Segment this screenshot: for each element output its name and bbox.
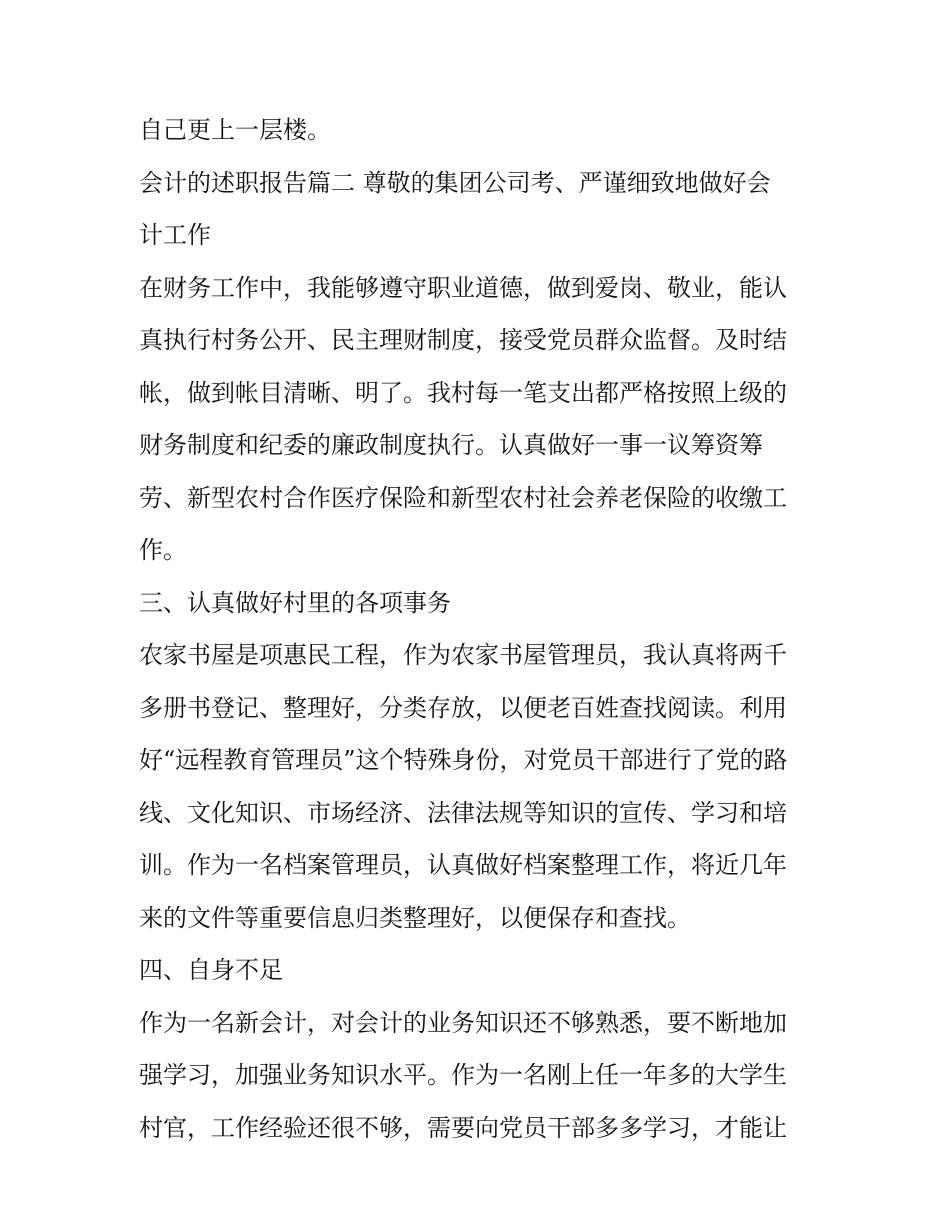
text-line: 帐，做到帐目清晰、明了。我村每一笔支出都严格按照上级的	[139, 378, 787, 407]
text-line: 自己更上一层楼。	[139, 116, 331, 144]
text-line: 劳、新型农村合作医疗保险和新型农村社会养老保险的收缴工	[139, 483, 787, 512]
section-heading-line: 四、自身不足	[139, 956, 283, 984]
text-line: 多册书登记、整理好，分类存放，以便老百姓查找阅读。利用	[139, 693, 787, 722]
text-line: 作。	[139, 536, 187, 564]
text-line: 财务制度和纪委的廉政制度执行。认真做好一事一议筹资筹	[139, 431, 763, 459]
text-line: 好“远程教育管理员”这个特殊身份，对党员干部进行了党的路	[139, 746, 788, 774]
section-heading-line: 会计的述职报告篇二 尊敬的集团公司考、严谨细致地做好会	[139, 168, 771, 197]
section-heading-line: 计工作	[139, 221, 211, 249]
section-heading-line: 三、认真做好村里的各项事务	[139, 588, 451, 617]
text-line: 真执行村务公开、民主理财制度，接受党员群众监督。及时结	[139, 326, 787, 354]
text-line: 村官，工作经验还很不够，需要向党员干部多多学习，才能让	[139, 1113, 787, 1142]
text-line: 强学习，加强业务知识水平。作为一名刚上任一年多的大学生	[139, 1061, 787, 1089]
document-body	[139, 104, 814, 1154]
text-line: 作为一名新会计，对会计的业务知识还不够熟悉，要不断地加	[139, 1008, 787, 1037]
text-line: 来的文件等重要信息归类整理好，以便保存和查找。	[139, 903, 691, 932]
text-line: 农家书屋是项惠民工程，作为农家书屋管理员，我认真将两千	[139, 641, 787, 669]
text-line: 在财务工作中，我能够遵守职业道德，做到爱岗、敬业，能认	[139, 273, 787, 302]
text-line: 训。作为一名档案管理员，认真做好档案整理工作，将近几年	[139, 851, 787, 879]
text-line: 线、文化知识、市场经济、法律法规等知识的宣传、学习和培	[139, 798, 787, 827]
